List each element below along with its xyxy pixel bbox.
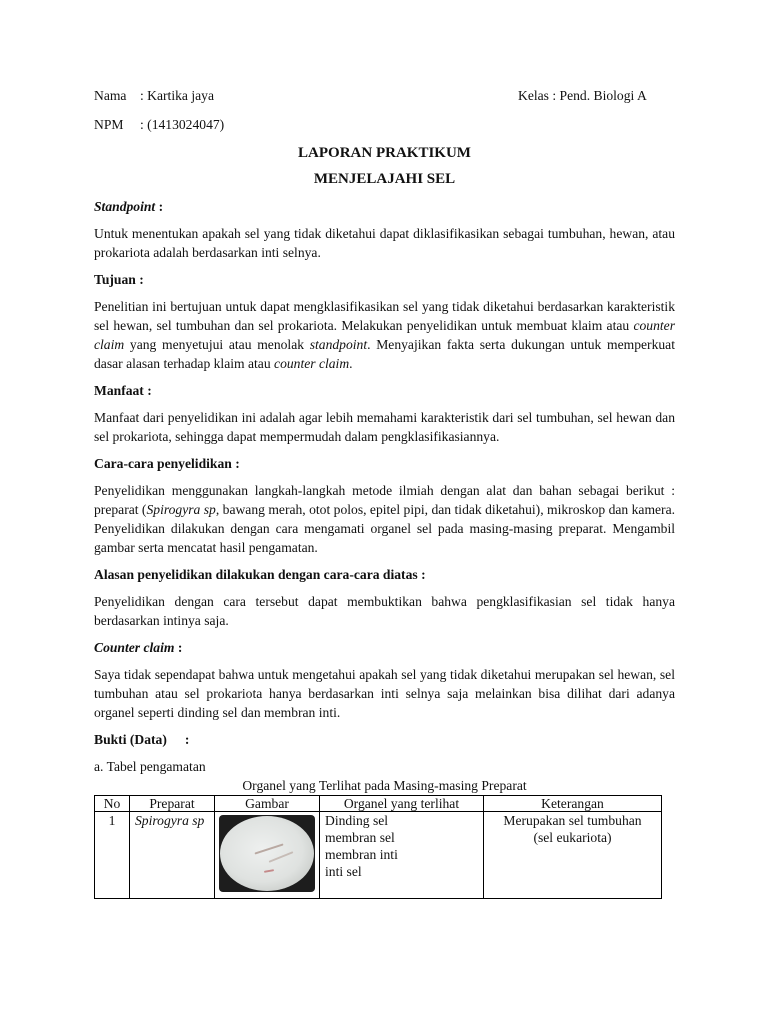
keterangan-line-1: Merupakan sel tumbuhan [503,813,642,828]
standpoint-heading [94,197,675,216]
nama-row [94,86,675,105]
cara-text-1: Penyelidikan menggunakan langkah-langkah metode ilmiah dengan alat dan bahan sebagai berikut : preparat ( [94,483,675,517]
nama-label: Nama [94,88,127,103]
organel-item: membran sel [325,830,395,845]
alasan-text: Penyelidikan dengan cara tersebut dapat membuktikan bahwa pengklasifikasian sel tidak hanya berdasarkan intinya saja. [94,594,675,628]
header-keterangan: Keterangan [484,796,662,812]
cell-keterangan [484,812,662,899]
document-page [94,86,675,899]
tujuan-text-3: . Menyajikan fakta serta dukungan untuk memperkuat dasar alasan terhadap klaim atau [94,337,675,371]
manfaat-text: Manfaat dari penyelidikan ini adalah agar lebih memahami karakteristik dari sel tumbuhan, sel hewan dan sel prokariota, sehingga dapat mempermudah dalam pengklasifikasiannya. [94,410,675,444]
micrograph-frame [219,815,315,892]
tujuan-em-1: counter claim [94,318,675,352]
cell-no: 1 [95,812,130,899]
cell-gambar [215,812,320,899]
cara-heading: Cara-cara penyelidikan : [94,456,240,471]
tujuan-text-4: . [349,356,353,371]
organel-item: Dinding sel [325,813,389,828]
table-caption: Organel yang Terlihat pada Masing-masing Preparat [242,778,527,793]
tujuan-text-1: Penelitian ini bertujuan untuk dapat mengklasifikasikan sel yang tidak diketahui berdasarkan karakteristik sel hewan, sel tumbuhan dan sel prokariota. Melakukan penyelidikan untuk membuat klaim atau [94,299,675,333]
bukti-colon: : [184,732,190,747]
cell-preparat [130,812,215,899]
standpoint-colon: : [155,199,164,214]
spirogyra-micrograph [220,816,314,891]
counter-heading [94,638,675,657]
keterangan-line-2: (sel eukariota) [533,830,612,845]
cell-organel [320,812,484,899]
npm-value: : (1413024047) [140,117,225,132]
counter-heading-text: Counter claim [94,640,175,655]
filament-mark [254,843,283,854]
manfaat-heading: Manfaat : [94,383,152,398]
npm-row [94,115,675,134]
nama-value: : Kartika jaya [140,88,214,103]
bukti-heading-text: Bukti (Data) [94,732,167,747]
tujuan-heading: Tujuan : [94,272,144,287]
header-gambar: Gambar [215,796,320,812]
filament-mark [269,851,294,863]
table-row [95,812,662,899]
report-title: LAPORAN PRAKTIKUM [298,145,471,161]
cara-em-1: Spirogyra sp [146,502,216,517]
tujuan-em-2: standpoint [309,337,368,352]
standpoint-heading-text: Standpoint [94,199,156,214]
preparat-name: Spirogyra sp [135,813,205,828]
counter-text: Saya tidak sependapat bahwa untuk mengetahui apakah sel yang tidak diketahui merupakan sel hewan, sel tumbuhan atau sel prokariota hanya berdasarkan inti selnya saja melainkan bisa dilihat dari adanya organel seperti dinding sel dan membran inti. [94,667,675,720]
header-organel: Organel yang terlihat [320,796,484,812]
standpoint-text: Untuk menentukan apakah sel yang tidak diketahui dapat diklasifikasikan sebagai tumbuhan, hewan, atau prokariota adalah berdasarkan inti selnya. [94,226,675,260]
cara-text [94,481,675,557]
tujuan-text [94,297,675,373]
bukti-item-a: a. Tabel pengamatan [94,759,206,774]
table-header-row [95,796,662,812]
alasan-heading: Alasan penyelidikan dilakukan dengan cara-cara diatas : [94,567,426,582]
header-no: No [95,796,130,812]
cara-text-2: , bawang merah, otot polos, epitel pipi, dan tidak diketahui), mikroskop dan kamera. Penyelidikan dilakukan dengan cara mengamati organel sel pada masing-masing preparat. Mengambil gambar serta mencatat hasil pengamatan. [94,502,676,555]
organel-item: inti sel [325,864,362,879]
report-subtitle: MENJELAJAHI SEL [313,171,456,187]
kelas-text: Kelas : Pend. Biologi A [518,88,647,103]
filament-mark [264,869,274,873]
tujuan-em-3: counter claim [274,356,350,371]
bukti-heading [94,730,675,749]
counter-colon: : [174,640,183,655]
organel-item: membran inti [325,847,398,862]
npm-label: NPM [94,117,124,132]
observation-table [94,795,662,899]
header-preparat: Preparat [130,796,215,812]
tujuan-text-2: yang menyetujui atau menolak [124,337,310,352]
